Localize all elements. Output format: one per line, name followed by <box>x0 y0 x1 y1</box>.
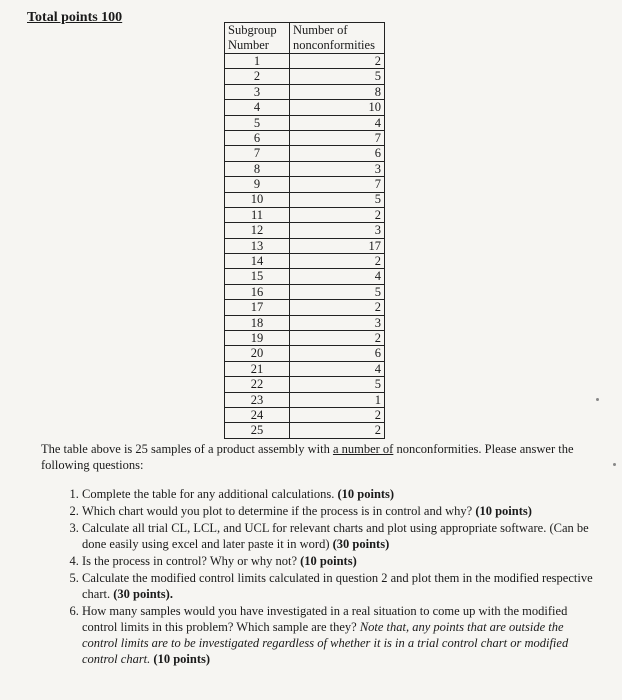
subgroup-number-header: Subgroup Number <box>225 23 290 54</box>
nonconformities-cell: 4 <box>290 361 385 376</box>
subgroup-number-cell: 19 <box>225 331 290 346</box>
question-text: Is the process in control? Why or why not? <box>82 554 301 568</box>
nonconformities-cell: 2 <box>290 254 385 269</box>
table-row <box>225 377 385 392</box>
table-row <box>225 177 385 192</box>
subgroup-number-cell: 1 <box>225 54 290 69</box>
table-row <box>225 130 385 145</box>
nonconformities-table <box>224 22 385 439</box>
subgroup-number-cell: 15 <box>225 269 290 284</box>
subgroup-number-cell: 6 <box>225 130 290 145</box>
table-row <box>225 192 385 207</box>
table-row <box>225 54 385 69</box>
subgroup-number-cell: 3 <box>225 84 290 99</box>
question-1 <box>82 486 602 502</box>
intro-paragraph <box>41 441 586 473</box>
question-text: Which chart would you plot to determine if the process is in control and why? <box>82 504 476 518</box>
question-points: (30 points) <box>332 537 390 551</box>
table-row <box>225 161 385 176</box>
subgroup-number-cell: 22 <box>225 377 290 392</box>
nonconformities-cell: 3 <box>290 315 385 330</box>
table-row <box>225 223 385 238</box>
table-row <box>225 238 385 253</box>
table-row <box>225 331 385 346</box>
subgroup-number-cell: 9 <box>225 177 290 192</box>
table-row <box>225 392 385 407</box>
question-points: (10 points) <box>300 554 357 568</box>
question-points: (10 points) <box>150 652 211 666</box>
table-row <box>225 300 385 315</box>
subgroup-number-cell: 2 <box>225 69 290 84</box>
nonconformities-cell: 17 <box>290 238 385 253</box>
nonconformities-cell: 4 <box>290 269 385 284</box>
nonconformities-cell: 7 <box>290 177 385 192</box>
subgroup-number-cell: 7 <box>225 146 290 161</box>
table-row <box>225 361 385 376</box>
table-row <box>225 346 385 361</box>
nonconformities-cell: 10 <box>290 100 385 115</box>
subgroup-number-cell: 18 <box>225 315 290 330</box>
nonconformities-cell: 4 <box>290 115 385 130</box>
subgroup-number-cell: 5 <box>225 115 290 130</box>
subgroup-number-cell: 25 <box>225 423 290 438</box>
table-row <box>225 146 385 161</box>
intro-text-start: The table above is 25 samples of a product assembly with <box>41 442 333 456</box>
table-row <box>225 423 385 438</box>
nonconformities-cell: 3 <box>290 223 385 238</box>
table-row <box>225 69 385 84</box>
nonconformities-cell: 2 <box>290 207 385 222</box>
table-body <box>225 54 385 439</box>
total-points-title: Total points 100 <box>27 10 123 25</box>
question-2 <box>82 503 602 519</box>
nonconformities-cell: 5 <box>290 377 385 392</box>
subgroup-number-cell: 16 <box>225 284 290 299</box>
subgroup-number-cell: 21 <box>225 361 290 376</box>
question-text: How many samples would you have investigated in a real situation to come up with the modified control limits in this problem? Which sample are they? <box>82 604 568 634</box>
intro-text-end: nonconformities. Please answer the following questions: <box>41 442 574 472</box>
question-text: Complete the table for any additional calculations. <box>82 487 338 501</box>
subgroup-number-cell: 14 <box>225 254 290 269</box>
nonconformities-cell: 1 <box>290 392 385 407</box>
table-header-row <box>225 23 385 54</box>
speck-mark <box>596 398 599 401</box>
question-points: (10 points) <box>337 487 395 501</box>
subgroup-number-cell: 23 <box>225 392 290 407</box>
nonconformities-cell: 2 <box>290 423 385 438</box>
nonconformities-cell: 8 <box>290 84 385 99</box>
table-row <box>225 115 385 130</box>
subgroup-number-cell: 11 <box>225 207 290 222</box>
subgroup-number-cell: 17 <box>225 300 290 315</box>
question-4 <box>82 553 602 569</box>
table-row <box>225 269 385 284</box>
table-row <box>225 315 385 330</box>
question-6 <box>82 603 602 667</box>
table-row <box>225 284 385 299</box>
question-3 <box>82 520 602 552</box>
intro-underlined-text: a number of <box>332 442 394 456</box>
subgroup-number-cell: 20 <box>225 346 290 361</box>
question-text: Calculate the modified control limits calculated in question 2 and plot them in the modified respective chart. <box>82 571 593 601</box>
nonconformities-cell: 5 <box>290 69 385 84</box>
subgroup-number-cell: 4 <box>225 100 290 115</box>
nonconformities-cell: 2 <box>290 331 385 346</box>
questions-list <box>58 486 602 668</box>
table-row <box>225 100 385 115</box>
nonconformities-cell: 2 <box>290 54 385 69</box>
nonconformities-cell: 2 <box>290 407 385 422</box>
subgroup-number-cell: 8 <box>225 161 290 176</box>
subgroup-number-cell: 12 <box>225 223 290 238</box>
question-points: (10 points) <box>475 504 532 518</box>
table-row <box>225 207 385 222</box>
table-row <box>225 84 385 99</box>
question-text: Calculate all trial CL, LCL, and UCL for relevant charts and plot using appropriate software. (Can be done easily using excel and later paste it in word) <box>82 521 589 551</box>
subgroup-number-cell: 13 <box>225 238 290 253</box>
question-5 <box>82 570 602 602</box>
nonconformities-cell: 5 <box>290 192 385 207</box>
question-note: Note that, any points that are outside the control limits are to be investigated regardless of whether it is in a trial control chart or modified control chart. <box>82 620 569 666</box>
nonconformities-cell: 6 <box>290 346 385 361</box>
nonconformities-cell: 2 <box>290 300 385 315</box>
nonconformities-cell: 7 <box>290 130 385 145</box>
subgroup-number-cell: 24 <box>225 407 290 422</box>
table-row <box>225 407 385 422</box>
question-points: (30 points). <box>113 587 173 601</box>
nonconformities-cell: 6 <box>290 146 385 161</box>
nonconformities-header: Number of nonconformities <box>290 23 385 54</box>
subgroup-number-cell: 10 <box>225 192 290 207</box>
table-row <box>225 254 385 269</box>
nonconformities-cell: 5 <box>290 284 385 299</box>
speck-mark <box>613 463 616 466</box>
nonconformities-cell: 3 <box>290 161 385 176</box>
